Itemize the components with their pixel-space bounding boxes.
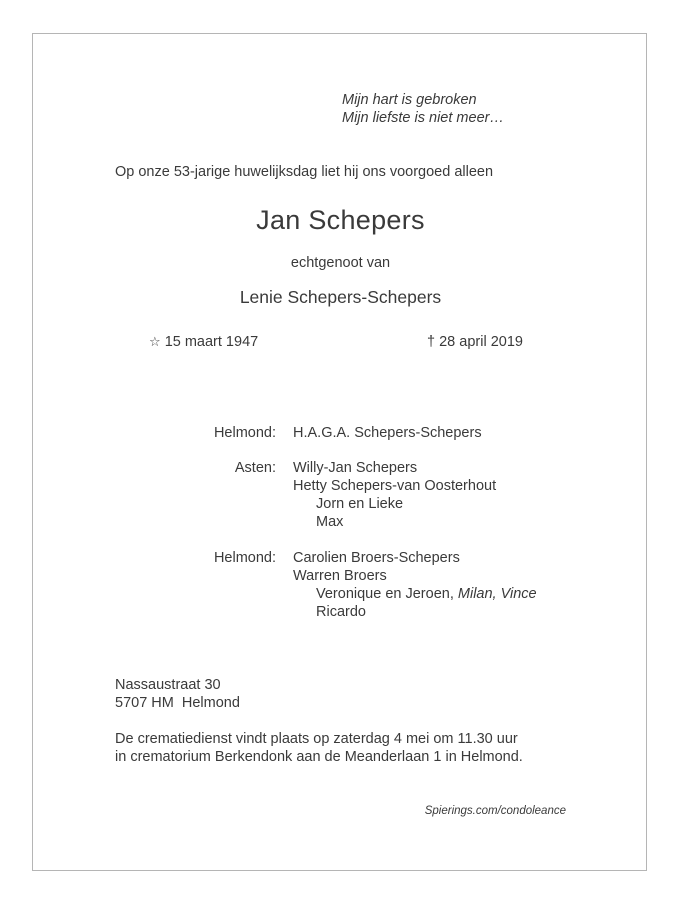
family-member: Carolien Broers-Schepers [293, 550, 460, 566]
poem-line-2: Mijn liefste is niet meer… [342, 110, 504, 126]
death-date [427, 333, 523, 351]
family-place-1: Helmond: [213, 425, 276, 441]
family-grandchildren: Jorn en Lieke [316, 496, 404, 512]
family-place-2: Asten: [234, 460, 276, 476]
birth-date-text: 15 maart 1947 [164, 334, 259, 350]
deceased-name: Jan Schepers [256, 205, 425, 235]
star-icon: ☆ [149, 335, 161, 350]
condolence-link[interactable]: Spierings.com/condoleance [424, 805, 566, 817]
cross-icon: † [427, 334, 436, 350]
grandchildren-italic: Milan, Vince [457, 586, 537, 602]
family-place-3: Helmond: [213, 550, 276, 566]
family-grandchildren: Ricardo [316, 604, 366, 620]
relation-text: echtgenoot van [290, 255, 391, 271]
grandchildren-text: Veronique en Jeroen, [316, 586, 458, 602]
family-grandchildren: Max [316, 514, 344, 530]
service-line-2: in crematorium Berkendonk aan de Meanderlaan 1 in Helmond. [115, 749, 523, 765]
intro-text: Op onze 53-jarige huwelijksdag liet hij ons voorgoed alleen [115, 164, 494, 180]
announcement-card [32, 33, 647, 871]
family-member: Warren Broers [293, 568, 387, 584]
family-member: H.A.G.A. Schepers-Schepers [293, 425, 482, 441]
death-date-text: 28 april 2019 [439, 334, 523, 350]
family-grandchildren [316, 585, 537, 603]
family-member: Hetty Schepers-van Oosterhout [293, 478, 497, 494]
birth-date [149, 333, 258, 352]
address-city: 5707 HM Helmond [115, 695, 240, 711]
family-member: Willy-Jan Schepers [293, 460, 418, 476]
spouse-name: Lenie Schepers-Schepers [239, 287, 442, 307]
address-street: Nassaustraat 30 [115, 677, 221, 693]
poem-line-1: Mijn hart is gebroken [342, 92, 477, 108]
service-line-1: De crematiedienst vindt plaats op zaterdag 4 mei om 11.30 uur [115, 731, 518, 747]
